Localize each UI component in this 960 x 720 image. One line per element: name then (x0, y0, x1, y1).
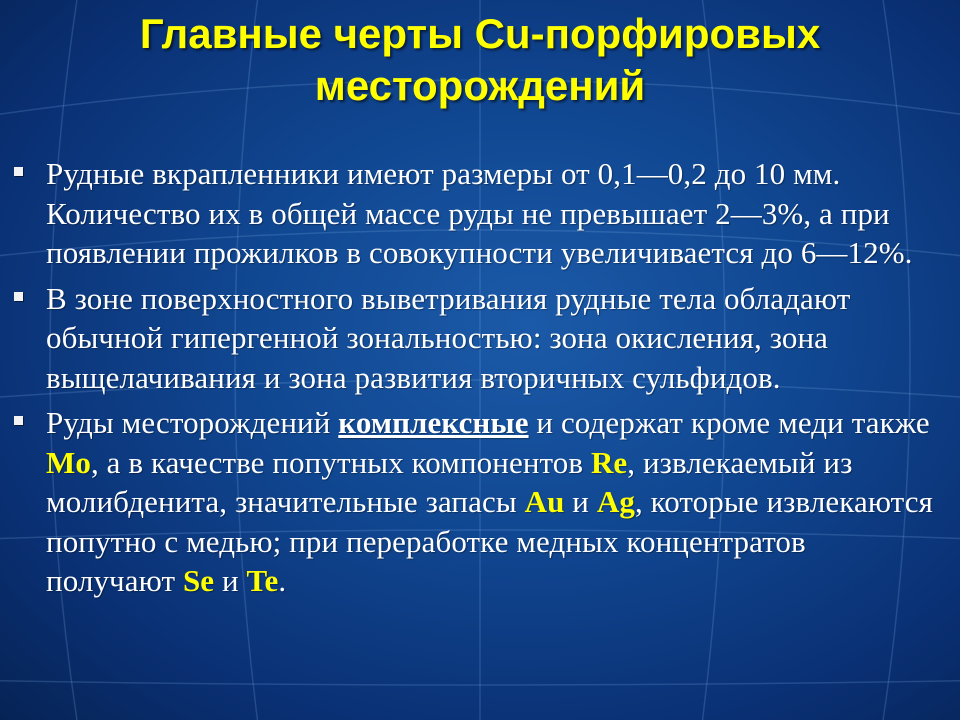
bullet-text-part: . (278, 563, 287, 598)
bullet-text-part: и (564, 484, 597, 519)
element-symbol-se: Se (182, 563, 215, 598)
bullet-text-part: , а в качестве попутных компонентов (90, 444, 591, 480)
element-symbol-ag: Ag (596, 484, 635, 519)
bullet-item-3 (12, 403, 942, 601)
bullet-text: Рудные вкрапленники имеют размеры от 0,1—0,2 до 10 мм. Количество их в общей массе руды не превышает 2—3%, а при появлении прожилков в совокупности увеличивается до 6—12%. (46, 156, 913, 270)
bullet-text-part: , которые извлекаются попутно с медью; при переработке медных концентратов получают (46, 484, 933, 598)
bullet-item-1 (12, 154, 942, 273)
bullet-text: В зоне поверхностного выветривания рудные тела обладают обычной гипергенной зональностью: зона окисления, зона выщелачивания и зона развития вторичных сульфидов. (46, 280, 851, 395)
bullet-text-part: Руды месторождений (46, 405, 339, 440)
element-symbol-mo: Mo (46, 444, 91, 480)
slide-title (20, 8, 940, 112)
bullet-text-part: и содержат кроме меди также (528, 405, 930, 440)
title-line-1: Главные черты Cu-порфировых (139, 10, 821, 57)
element-symbol-au: Au (524, 484, 565, 519)
emphasized-term: комплексные (338, 405, 529, 440)
square-bullet-icon (14, 416, 23, 425)
bullet-list (12, 154, 942, 607)
element-symbol-te: Te (246, 563, 279, 598)
title-line-2: месторождений (314, 62, 646, 109)
square-bullet-icon (14, 167, 23, 176)
bullet-text-part: и (214, 563, 247, 598)
bullet-item-2 (12, 279, 942, 398)
square-bullet-icon (14, 292, 23, 301)
element-symbol-re: Re (590, 444, 628, 480)
bullet-text-part: , извлекаемый из молибденита, значительные запасы (46, 444, 853, 519)
